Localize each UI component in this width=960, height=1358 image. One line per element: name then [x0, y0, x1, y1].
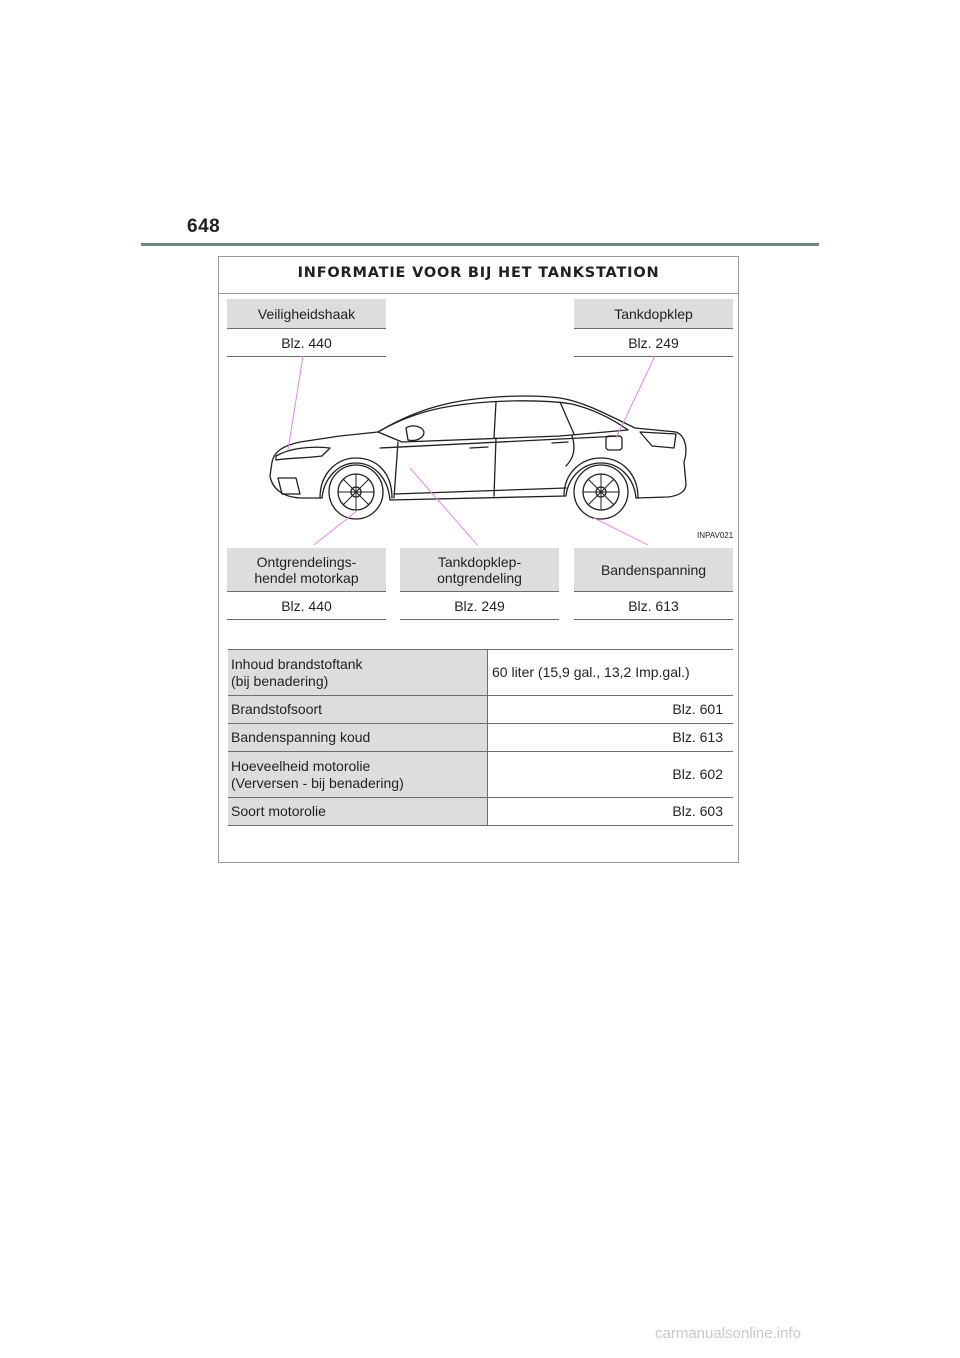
callout-fuel-door-release — [400, 548, 559, 620]
callout-ref: Blz. 440 — [227, 592, 386, 620]
car-taillight — [640, 432, 676, 448]
spec-value: Blz. 601 — [672, 701, 723, 717]
table-row — [228, 724, 733, 752]
car-front-grille — [278, 478, 300, 494]
callout-ref: Blz. 249 — [574, 329, 733, 357]
car-side-skirt — [394, 488, 566, 494]
car-side-mirror — [406, 426, 424, 441]
leader-fuel-door-release — [410, 468, 480, 545]
callout-label: Tankdopklep- ontgrendeling — [400, 548, 559, 592]
spec-table — [228, 649, 733, 826]
callout-label: Veiligheidshaak — [227, 299, 386, 329]
rear-door-handle — [552, 442, 568, 443]
car-c-pillar — [560, 402, 574, 434]
car-fuel-door — [606, 436, 622, 450]
spec-key: Brandstofsoort — [228, 696, 488, 724]
panel-title: INFORMATIE VOOR BIJ HET TANKSTATION — [219, 257, 738, 294]
callout-hood-release — [227, 548, 386, 620]
car-front-door — [394, 442, 398, 498]
callout-tire-pressure — [574, 548, 733, 620]
callout-label: Bandenspanning — [574, 548, 733, 592]
callout-fuel-door — [574, 299, 733, 357]
spec-key: Bandenspanning koud — [228, 724, 488, 752]
callout-ref: Blz. 249 — [400, 592, 559, 620]
callout-label: Tankdopklep — [574, 299, 733, 329]
leader-hood-release — [310, 510, 358, 545]
table-row — [228, 798, 733, 826]
table-row — [228, 650, 733, 696]
car-rear-door-back — [566, 436, 574, 466]
callout-hood-hook — [227, 299, 386, 357]
callout-label: Ontgrendelings- hendel motorkap — [227, 548, 386, 592]
figure-code: INPAV021 — [697, 531, 734, 540]
table-row — [228, 752, 733, 798]
spec-value: Blz. 613 — [672, 729, 723, 745]
leader-fuel-door — [616, 356, 655, 438]
spec-key: Soort motorolie — [228, 798, 488, 826]
leader-hood-hook — [288, 356, 303, 450]
header-rule — [141, 243, 819, 246]
car-rear-door — [494, 438, 496, 496]
callout-ref: Blz. 613 — [574, 592, 733, 620]
callout-ref: Blz. 440 — [227, 329, 386, 357]
spec-value: Blz. 603 — [672, 803, 723, 819]
spec-value: 60 liter (15,9 gal., 13,2 Imp.gal.) — [492, 664, 690, 680]
car-b-pillar — [494, 402, 496, 438]
car-illustration — [228, 355, 733, 545]
spec-key: Hoeveelheid motorolie (Verversen - bij benadering) — [228, 752, 488, 798]
leader-tire-pressure — [594, 518, 654, 545]
front-door-handle — [470, 447, 488, 448]
car-headlight — [276, 447, 330, 460]
spec-value: Blz. 602 — [672, 766, 723, 782]
watermark: carmanualsonline.info — [655, 1325, 801, 1342]
spec-key: Inhoud brandstoftank (bij benadering) — [228, 650, 488, 696]
page-number: 648 — [187, 216, 221, 237]
table-row — [228, 696, 733, 724]
